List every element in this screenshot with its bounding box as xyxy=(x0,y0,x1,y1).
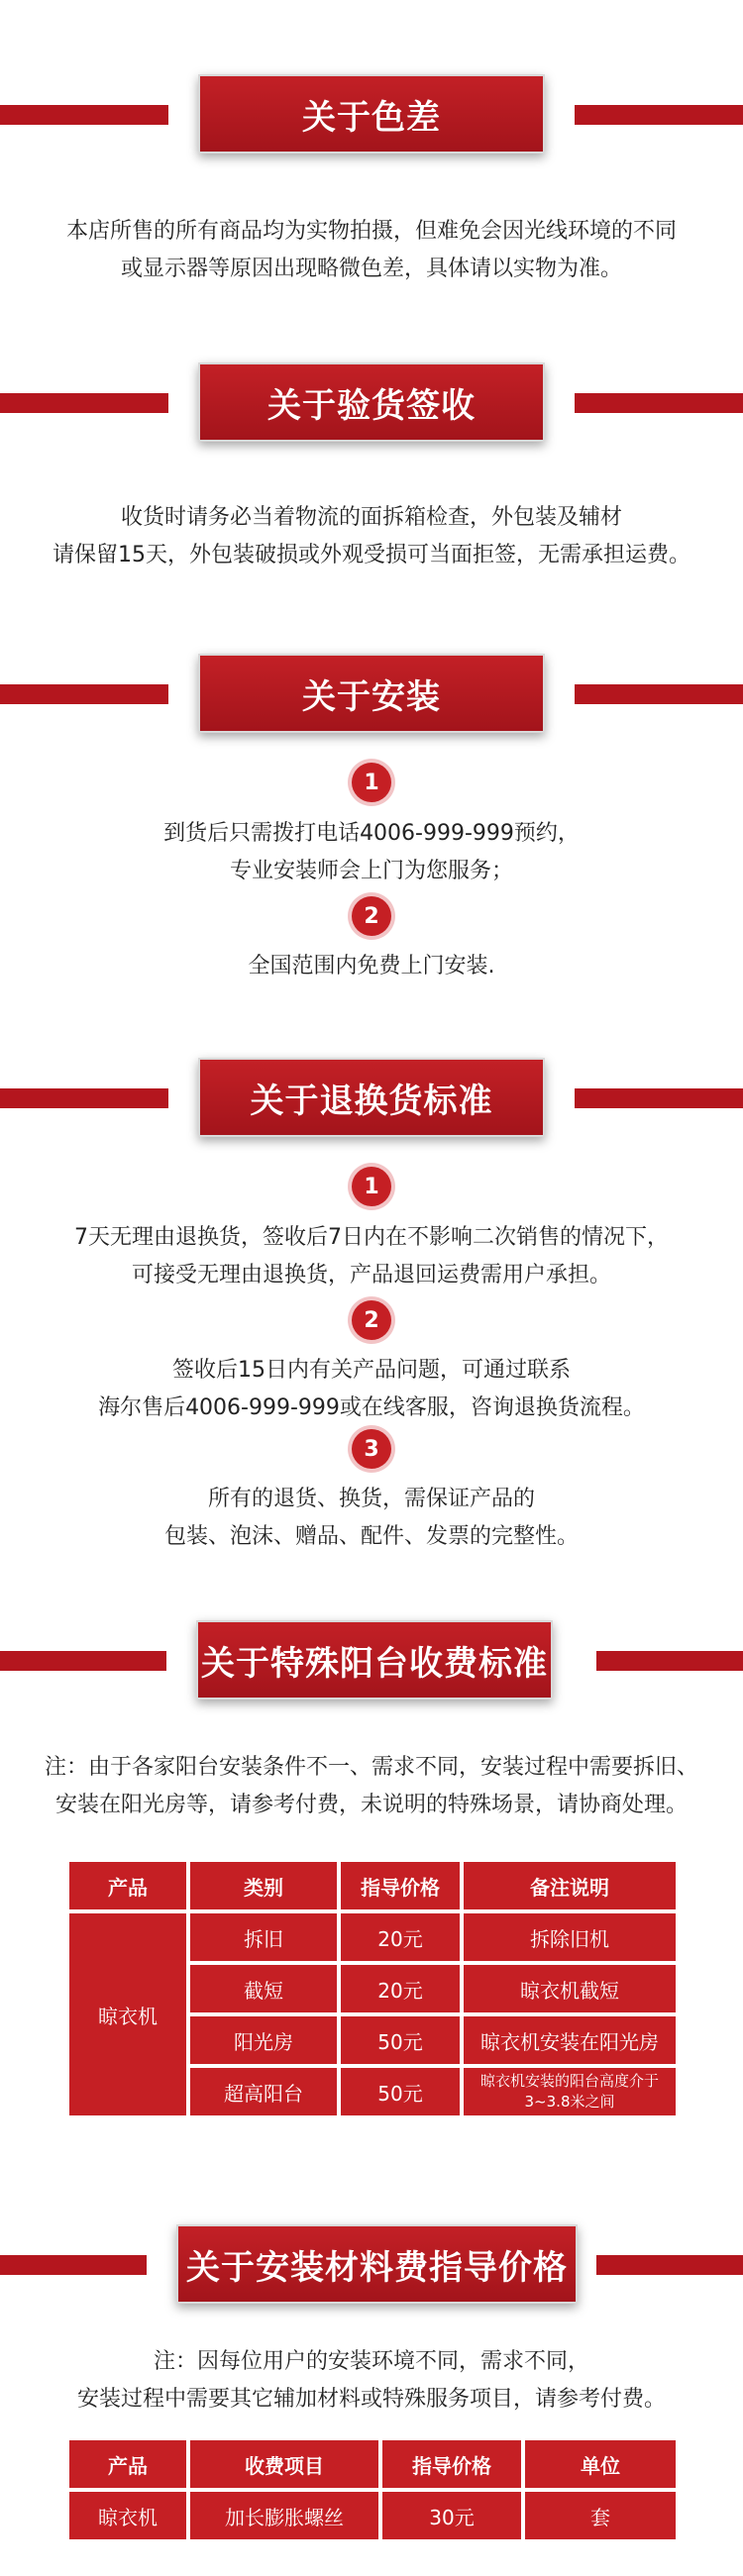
text-line: 所有的退货、换货，需保证产品的 xyxy=(207,1487,535,1511)
balcony-fee-table xyxy=(65,1858,680,2119)
category-cell: 阳光房 xyxy=(190,2016,337,2064)
step-text xyxy=(0,1352,743,1427)
step-text xyxy=(0,1219,743,1294)
step-text xyxy=(0,815,743,890)
text-line: 安装过程中需要其它辅加材料或特殊服务项目，请参考付费。 xyxy=(76,2387,666,2412)
product-cell: 晾衣机 xyxy=(69,1913,186,2115)
banner-bar-left xyxy=(0,1651,166,1671)
section-inspection xyxy=(0,362,743,567)
section-banner xyxy=(0,654,743,733)
section-banner xyxy=(0,74,743,154)
note-cell: 晾衣机安装的阳台高度介于3~3.8米之间 xyxy=(464,2068,676,2115)
section-title: 关于退换货标准 xyxy=(198,1058,545,1137)
note-cell: 拆除旧机 xyxy=(464,1913,676,1961)
note-cell: 晾衣机安装在阳光房 xyxy=(464,2016,676,2064)
price-cell: 50元 xyxy=(341,2068,460,2115)
category-cell: 超高阳台 xyxy=(190,2068,337,2115)
column-header: 单位 xyxy=(525,2440,676,2488)
section-title: 关于验货签收 xyxy=(198,362,545,442)
column-header: 类别 xyxy=(190,1862,337,1909)
section-returns xyxy=(0,1058,743,1549)
column-header: 指导价格 xyxy=(382,2440,521,2488)
text-line: 注：由于各家阳台安装条件不一、需求不同，安装过程中需要拆旧、 xyxy=(44,1755,698,1780)
banner-bar-left xyxy=(0,1088,168,1108)
banner-bar-right xyxy=(575,393,743,413)
price-cell: 20元 xyxy=(341,1913,460,1961)
section-balcony-fees xyxy=(0,1620,743,2111)
text-line: 全国范围内免费上门安装. xyxy=(248,954,495,979)
text-line: 收货时请务必当着物流的面拆箱检查，外包装及辅材 xyxy=(120,505,622,530)
section-title: 关于色差 xyxy=(198,74,545,154)
text-line: 注：因每位用户的安装环境不同，需求不同， xyxy=(153,2349,589,2374)
section-color-difference xyxy=(0,74,743,281)
text-line: 本店所售的所有商品均为实物拍摄，但难免会因光线环境的不同 xyxy=(65,219,677,244)
table-row xyxy=(69,2492,676,2539)
text-line: 可接受无理由退换货，产品退回运费需用户承担。 xyxy=(131,1263,611,1288)
product-cell: 晾衣机 xyxy=(69,2492,186,2539)
section-title: 关于安装 xyxy=(198,654,545,733)
banner-bar-right xyxy=(596,2255,743,2275)
section-banner xyxy=(0,1058,743,1137)
text-line: 海尔售后4006-999-999或在线客服，咨询退换货流程。 xyxy=(98,1395,645,1420)
banner-bar-right xyxy=(575,1088,743,1108)
banner-bar-left xyxy=(0,105,168,125)
section-title: 关于安装材料费指导价格 xyxy=(176,2224,578,2304)
text-line: 安装在阳光房等，请参考付费，未说明的特殊场景，请协商处理。 xyxy=(54,1793,688,1817)
section-installation xyxy=(0,654,743,979)
banner-bar-right xyxy=(575,105,743,125)
section-banner xyxy=(0,1620,743,1700)
note-cell: 晾衣机截短 xyxy=(464,1965,676,2012)
step-number-badge: 1 xyxy=(352,1167,391,1206)
column-header: 备注说明 xyxy=(464,1862,676,1909)
text-line: 到货后只需拨打电话4006-999-999预约， xyxy=(163,821,580,846)
banner-bar-left xyxy=(0,2255,147,2275)
column-header: 收费项目 xyxy=(190,2440,378,2488)
step-text xyxy=(0,1481,743,1556)
text-line: 专业安装师会上门为您服务； xyxy=(229,859,513,883)
text-line: 或显示器等原因出现略微色差，具体请以实物为准。 xyxy=(120,257,622,281)
unit-cell: 套 xyxy=(525,2492,676,2539)
banner-bar-left xyxy=(0,393,168,413)
text-line: 请保留15天，外包装破损或外观受损可当面拒签，无需承担运费。 xyxy=(53,543,690,567)
section-note xyxy=(0,2343,743,2419)
step-number-badge: 2 xyxy=(352,896,391,936)
text-line: 7天无理由退换货，签收后7日内在不影响二次销售的情况下， xyxy=(74,1225,669,1250)
step-number-badge: 2 xyxy=(352,1300,391,1340)
price-cell: 50元 xyxy=(341,2016,460,2064)
price-cell: 30元 xyxy=(382,2492,521,2539)
table-header-row xyxy=(69,1862,676,1909)
step-text xyxy=(0,948,743,985)
category-cell: 拆旧 xyxy=(190,1913,337,1961)
item-cell: 加长膨胀螺丝 xyxy=(190,2492,378,2539)
column-header: 指导价格 xyxy=(341,1862,460,1909)
column-header: 产品 xyxy=(69,1862,186,1909)
table-row xyxy=(69,1913,676,1961)
banner-bar-right xyxy=(596,1651,743,1671)
section-note xyxy=(0,1749,743,1824)
material-fee-table xyxy=(65,2436,680,2543)
section-text xyxy=(0,499,743,574)
step-number-badge: 1 xyxy=(352,763,391,802)
section-title: 关于特殊阳台收费标准 xyxy=(196,1620,553,1700)
text-line: 签收后15日内有关产品问题，可通过联系 xyxy=(172,1358,571,1383)
section-text xyxy=(0,213,743,288)
column-header: 产品 xyxy=(69,2440,186,2488)
table-header-row xyxy=(69,2440,676,2488)
category-cell: 截短 xyxy=(190,1965,337,2012)
section-material-fees xyxy=(0,2224,743,2529)
step-number-badge: 3 xyxy=(352,1429,391,1469)
section-banner xyxy=(0,362,743,442)
banner-bar-right xyxy=(575,684,743,704)
section-banner xyxy=(0,2224,743,2304)
banner-bar-left xyxy=(0,684,168,704)
price-cell: 20元 xyxy=(341,1965,460,2012)
text-line: 包装、泡沫、赠品、配件、发票的完整性。 xyxy=(163,1524,579,1549)
